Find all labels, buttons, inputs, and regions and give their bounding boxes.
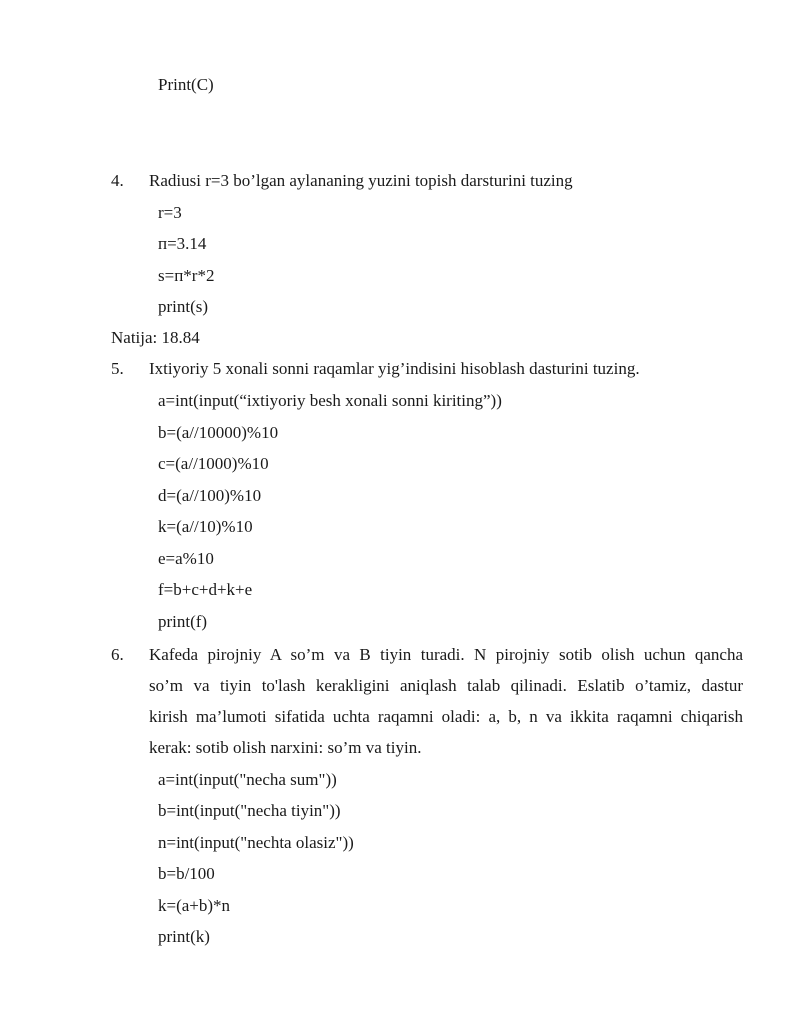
code-line: print(f)	[158, 612, 208, 631]
question-number: 5.	[111, 359, 124, 378]
code-line: c=(a//1000)%10	[158, 454, 269, 473]
code-line: e=a%10	[158, 549, 214, 568]
code-line: п=3.14	[158, 234, 207, 253]
code-line: b=b/100	[158, 864, 215, 883]
question-text-line: kirish ma’lumoti sifatida uchta raqamni oladi: a, b, n va ikkita raqamni chiqarish	[149, 707, 743, 726]
code-line: d=(a//100)%10	[158, 486, 262, 505]
code-line: b=(a//10000)%10	[158, 423, 279, 442]
code-line: print(s)	[158, 297, 209, 316]
code-line: f=b+c+d+k+e	[158, 580, 253, 599]
code-line: s=п*r*2	[158, 266, 215, 285]
question-text: Ixtiyoriy 5 xonali sonni raqamlar yig’indisini hisoblash dasturini tuzing.	[149, 359, 640, 378]
code-line: Print(C)	[158, 75, 214, 94]
code-line: b=int(input("necha tiyin"))	[158, 801, 341, 820]
question-text: Radiusi r=3 bo’lgan aylananing yuzini topish darsturini tuzing	[149, 171, 573, 190]
question-number: 4.	[111, 171, 124, 190]
question-text-line: kerak: sotib olish narxini: so’m va tiyin.	[149, 738, 422, 757]
question-text-line: Kafeda pirojniy A so’m va B tiyin turadi. N pirojniy sotib olish uchun qancha	[149, 645, 743, 664]
code-line: k=(a+b)*n	[158, 896, 231, 915]
code-line: k=(a//10)%10	[158, 517, 253, 536]
code-line: n=int(input("nechta olasiz"))	[158, 833, 354, 852]
code-line: r=3	[158, 203, 182, 222]
result-text: Natija: 18.84	[111, 328, 200, 347]
code-line: print(k)	[158, 927, 210, 946]
code-line: a=int(input("necha sum"))	[158, 770, 337, 789]
code-line: a=int(input(“ixtiyoriy besh xonali sonni kiriting”))	[158, 391, 502, 410]
question-text-line: so’m va tiyin to'lash kerakligini aniqlash talab qilinadi. Eslatib o’tamiz, dastur	[149, 676, 743, 695]
question-number: 6.	[111, 645, 124, 664]
